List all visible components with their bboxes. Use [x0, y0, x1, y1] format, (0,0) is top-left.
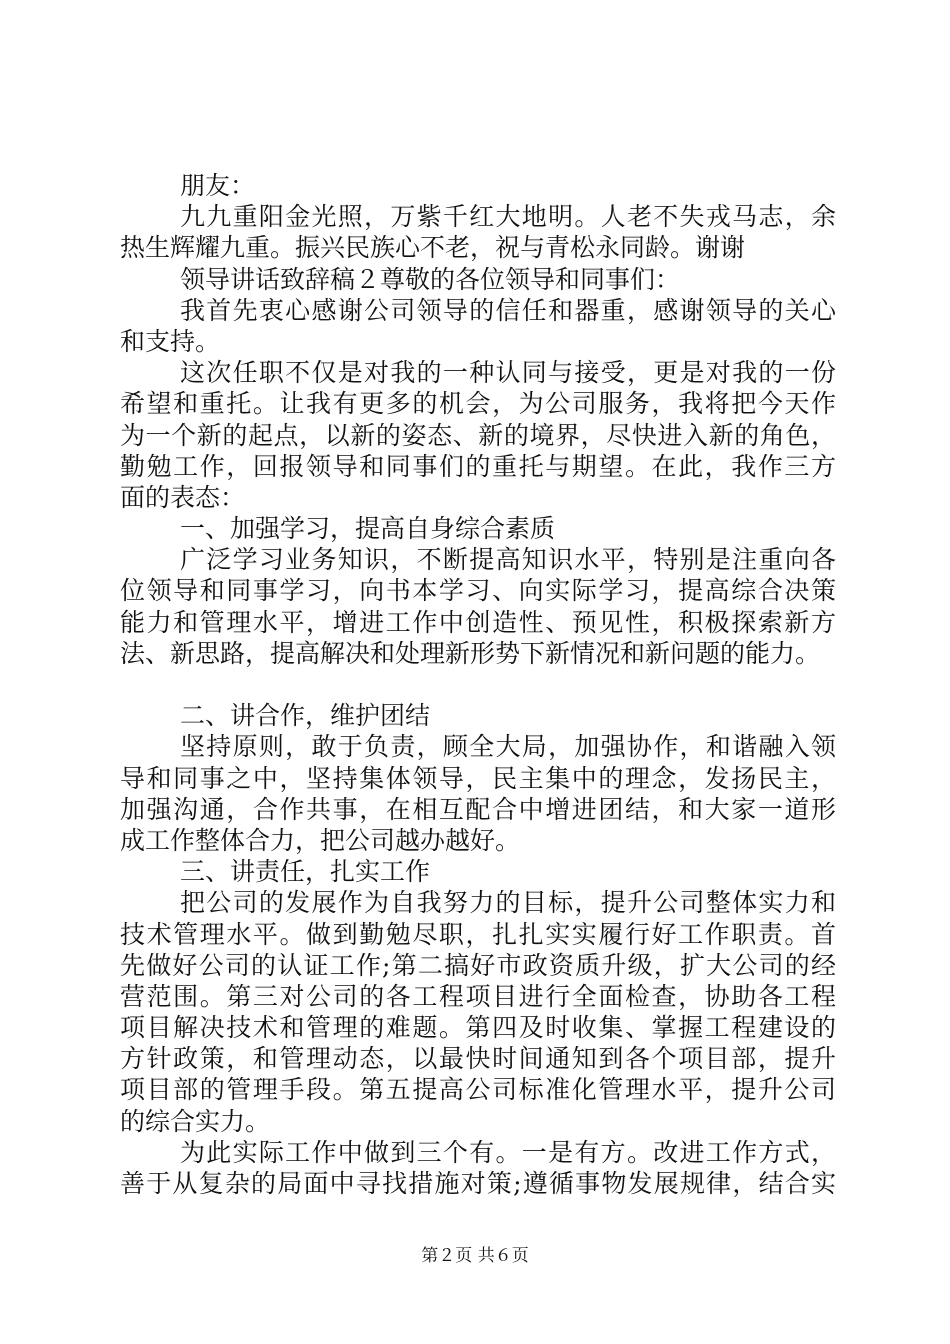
text-line: 的综合实力。 [120, 1106, 271, 1136]
text-line: 成工作整体合力，把公司越办越好。 [120, 825, 521, 855]
text-line: 能力和管理水平，增进工作中创造性、预见性，积极探索新方 [120, 607, 836, 637]
text-line: 导和同事之中，坚持集体领导，民主集中的理念，发扬民主， [120, 763, 836, 793]
section-heading: 三、讲责任，扎实工作 [180, 857, 431, 887]
text-line: 和支持。 [120, 326, 221, 356]
text-line: 领导讲话致辞稿２尊敬的各位领导和同事们： [180, 264, 681, 294]
text-line: 方针政策，和管理动态，以最快时间通知到各个项目部，提升 [120, 1044, 836, 1074]
text-line: 技术管理水平。做到勤勉尽职，扎扎实实履行好工作职责。首 [120, 919, 836, 949]
text-line: 善于从复杂的局面中寻找措施对策;遵循事物发展规律，结合实 [120, 1169, 836, 1198]
text-line: 先做好公司的认证工作;第二搞好市政资质升级，扩大公司的经 [120, 950, 836, 980]
text-line: 为一个新的起点，以新的姿态、新的境界，尽快进入新的角色， [120, 420, 836, 450]
section-heading: 一、加强学习，提高自身综合素质 [180, 514, 556, 544]
text-line: 热生辉耀九重。振兴民族心不老，祝与青松永同龄。谢谢 [120, 233, 746, 263]
text-line: 广泛学习业务知识，不断提高知识水平，特别是注重向各 [180, 545, 836, 575]
text-line: 项目解决技术和管理的难题。第四及时收集、掌握工程建设的 [120, 1013, 836, 1043]
text-line: 加强沟通，合作共事，在相互配合中增进团结，和大家一道形 [120, 794, 836, 824]
text-line: 位领导和同事学习，向书本学习、向实际学习，提高综合决策 [120, 576, 836, 606]
text-line: 朋友： [180, 171, 256, 200]
text-line: 把公司的发展作为自我努力的目标，提升公司整体实力和 [180, 888, 836, 918]
text-line: 这次任职不仅是对我的一种认同与接受，更是对我的一份 [180, 358, 836, 388]
text-line: 为此实际工作中做到三个有。一是有方。改进工作方式， [180, 1137, 836, 1167]
page-number-footer: 第２页 共６页 [421, 1246, 529, 1266]
text-line: 面的表态： [120, 482, 246, 512]
text-line: 营范围。第三对公司的各工程项目进行全面检查，协助各工程 [120, 981, 836, 1011]
blank-line [120, 669, 836, 700]
text-line: 我首先衷心感谢公司领导的信任和器重，感谢领导的关心 [180, 295, 836, 325]
text-line: 希望和重托。让我有更多的机会，为公司服务，我将把今天作 [120, 389, 836, 419]
text-line: 勤勉工作，回报领导和同事们的重托与期望。在此，我作三方 [120, 451, 836, 481]
text-line: 坚持原则，敢于负责，顾全大局，加强协作，和谐融入领 [180, 732, 836, 762]
text-line: 项目部的管理手段。第五提高公司标准化管理水平，提升公司 [120, 1075, 836, 1105]
section-heading: 二、讲合作，维护团结 [180, 701, 431, 731]
document-body [120, 170, 836, 1199]
text-line: 九九重阳金光照，万紫千红大地明。人老不失戎马志，余 [180, 202, 836, 232]
text-line: 法、新思路，提高解决和处理新形势下新情况和新问题的能力。 [120, 638, 821, 668]
